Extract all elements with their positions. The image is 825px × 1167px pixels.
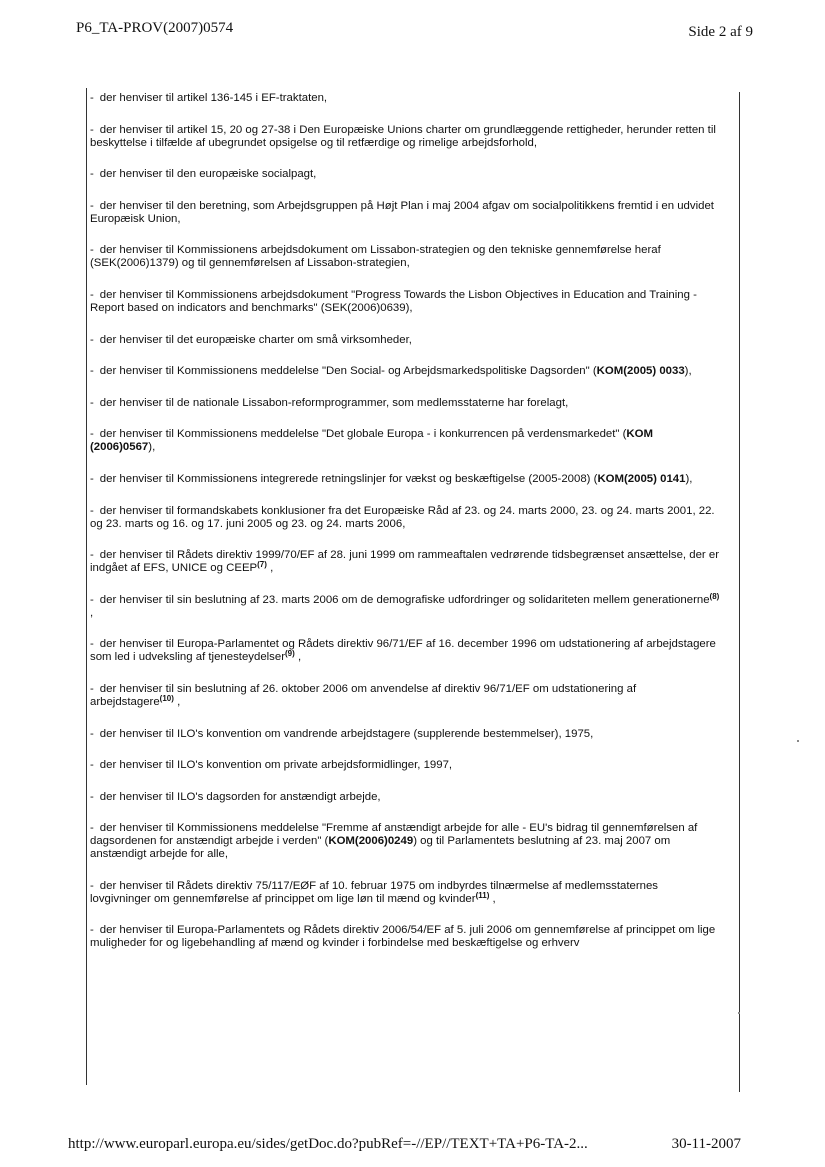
citation-text-end: ), (148, 441, 156, 454)
bullet-dash: - (90, 593, 94, 606)
citation-item (90, 200, 720, 226)
citation-text: der henviser til Rådets direktiv 75/117/EØF af 10. februar 1975 om indbyrdes tilnærmelse af medlemsstaternes lovgivninger om gennemførelse af princippet om lige løn til mænd og kvinder (90, 879, 658, 905)
citation-text-end: , (266, 562, 274, 575)
bullet-dash: - (90, 244, 94, 257)
citation-item (90, 791, 720, 804)
citation-item (90, 124, 720, 150)
citation-text: der henviser til sin beslutning af 23. marts 2006 om de demografiske udfordringer og solidariteten mellem generationerne (99, 593, 710, 606)
bullet-dash: - (90, 924, 94, 937)
citation-text: der henviser til ILO's konvention om vandrende arbejdstagere (supplerende bestemmelser), 1975, (99, 727, 594, 740)
bullet-dash: - (90, 92, 94, 104)
bullet-dash: - (90, 504, 94, 517)
citation-item (90, 168, 720, 181)
citation-item (90, 549, 720, 575)
citation-text-end: , (294, 651, 302, 664)
bullet-dash: - (90, 428, 94, 441)
citation-text: der henviser til Kommissionens arbejdsdokument "Progress Towards the Lisbon Objectives in Education and Training - Report based on indicators and benchmarks" (SEK(2006)0639), (90, 288, 697, 314)
footnote-ref[interactable]: (9) (285, 649, 295, 659)
footer-date: 30-11-2007 (671, 1136, 741, 1152)
citation-text: der henviser til de nationale Lissabon-reformprogrammer, som medlemsstaterne har forelagt, (99, 396, 569, 409)
bullet-dash: - (90, 759, 94, 772)
bullet-dash: - (90, 472, 94, 485)
citation-text: der henviser til artikel 15, 20 og 27-38 i Den Europæiske Unions charter om grundlæggende rettigheder, herunder retten til beskyttelse i tilfælde af ubegrundet opsigelse og til retfærdige og rimelige arbejdsforhold, (90, 123, 716, 149)
document-code: KOM(2005) 0141 (597, 472, 686, 485)
citation-item (90, 473, 720, 486)
citation-text-end: ), (684, 365, 692, 378)
citation-text: der henviser til Europa-Parlamentet og Rådets direktiv 96/71/EF af 16. december 1996 om udstationering af arbejdstagere som led i udveksling af tjenesteydelser (90, 638, 716, 664)
citation-text: der henviser til Kommissionens meddelelse "Den Social- og Arbejdsmarkedspolitiske Dagsorden" ( (99, 365, 597, 378)
footnote-ref[interactable]: (8) (709, 591, 720, 601)
document-code: KOM(2006)0249 (328, 835, 414, 848)
citation-text: der henviser til Kommissionens integrerede retningslinjer for vækst og beskæftigelse (2005-2008) ( (99, 472, 598, 485)
citation-item (90, 638, 720, 664)
citation-item (90, 759, 720, 772)
citation-list (90, 92, 720, 969)
citation-item (90, 92, 720, 105)
citation-text: der henviser til artikel 136-145 i EF-traktaten, (99, 92, 328, 104)
citation-text: der henviser til Kommissionens arbejdsdokument om Lissabon-strategien og den tekniske gennemførelse heraf (SEK(2006)1379) og til gennemførelsen af Lissabon-strategien, (90, 244, 661, 270)
citation-item (90, 683, 720, 709)
footnote-ref[interactable]: (10) (159, 693, 174, 703)
bullet-dash: - (90, 288, 94, 301)
citation-text-end: ), (685, 472, 693, 485)
citation-text: der henviser til Rådets direktiv 1999/70/EF af 28. juni 1999 om rammeaftalen vedrørende tidsbegrænset ansættelse, der er indgået af EFS, UNICE og CEEP (90, 549, 720, 575)
citation-text: der henviser til Kommissionens meddelelse "Det globale Europa - i konkurrencen på verdensmarkedet" ( (99, 428, 627, 441)
citation-text: der henviser til ILO's dagsorden for anstændigt arbejde, (99, 790, 381, 803)
bullet-dash: - (90, 199, 94, 212)
citation-item (90, 244, 720, 270)
bullet-dash: - (90, 638, 94, 651)
citation-item (90, 505, 720, 531)
bullet-dash: - (90, 123, 94, 136)
footnote-ref[interactable]: (11) (475, 890, 490, 900)
bullet-dash: - (90, 822, 94, 835)
document-reference: P6_TA-PROV(2007)0574 (76, 20, 234, 36)
citation-text: der henviser til Kommissionens meddelelse "Fremme af anstændigt arbejde for alle - EU's bidrag til gennemførelsen af dagsordenen for anstændigt arbejde i verden" ( (90, 822, 698, 848)
bullet-dash: - (90, 682, 94, 695)
citation-text: der henviser til den europæiske socialpagt, (99, 168, 317, 181)
citation-text-end: ) og til Parlamentets beslutning af 23. maj 2007 om anstændigt arbejde for alle, (90, 835, 671, 861)
citation-text: der henviser til den beretning, som Arbejdsgruppen på Højt Plan i maj 2004 afgav om socialpolitikkens fremtid i en udvidet Europæisk Union, (90, 199, 714, 225)
citation-item (90, 822, 720, 861)
bullet-dash: - (90, 727, 94, 740)
scan-artifact (797, 740, 799, 742)
scan-artifact (738, 1012, 740, 1014)
bullet-dash: - (90, 168, 94, 181)
page-number: Side 2 af 9 (688, 24, 753, 40)
bullet-dash: - (90, 549, 94, 562)
footer-url[interactable]: http://www.europarl.europa.eu/sides/getDoc.do?pubRef=-//EP//TEXT+TA+P6-TA-2... (68, 1136, 588, 1152)
bullet-dash: - (90, 396, 94, 409)
citation-item (90, 365, 720, 378)
citation-item (90, 289, 720, 315)
citation-text: der henviser til ILO's konvention om private arbejdsformidlinger, 1997, (99, 759, 453, 772)
right-margin-rule (739, 92, 740, 1092)
citation-item (90, 334, 720, 347)
citation-text: der henviser til sin beslutning af 26. oktober 2006 om anvendelse af direktiv 96/71/EF om udstationering af arbejdstagere (90, 682, 637, 708)
bullet-dash: - (90, 365, 94, 378)
citation-item (90, 880, 720, 906)
document-code: KOM (2006)0567 (90, 428, 653, 454)
citation-item (90, 924, 720, 950)
document-code: KOM(2005) 0033 (596, 365, 685, 378)
citation-text: der henviser til formandskabets konklusioner fra det Europæiske Råd af 23. og 24. marts 2000, 23. og 24. marts 2001, 22. og 23. marts og 16. og 17. juni 2005 og 23. og 24. marts 2006, (90, 504, 715, 530)
citation-item (90, 591, 720, 620)
left-margin-rule (86, 88, 87, 1085)
citation-text: der henviser til det europæiske charter om små virksomheder, (99, 333, 412, 346)
citation-text-end: , (90, 606, 94, 619)
footnote-ref[interactable]: (7) (257, 560, 267, 570)
bullet-dash: - (90, 333, 94, 346)
citation-text-end: , (489, 892, 496, 905)
citation-item (90, 397, 720, 410)
citation-item (90, 728, 720, 741)
bullet-dash: - (90, 879, 94, 892)
citation-text: der henviser til Europa-Parlamentets og Rådets direktiv 2006/54/EF af 5. juli 2006 om gennemførelse af princippet om lige muligheder for og ligebehandling af mænd og kvinder i forbindelse med beskæftigelse og erhverv (90, 924, 716, 950)
citation-item (90, 428, 720, 454)
bullet-dash: - (90, 790, 94, 803)
citation-text-end: , (173, 695, 181, 708)
